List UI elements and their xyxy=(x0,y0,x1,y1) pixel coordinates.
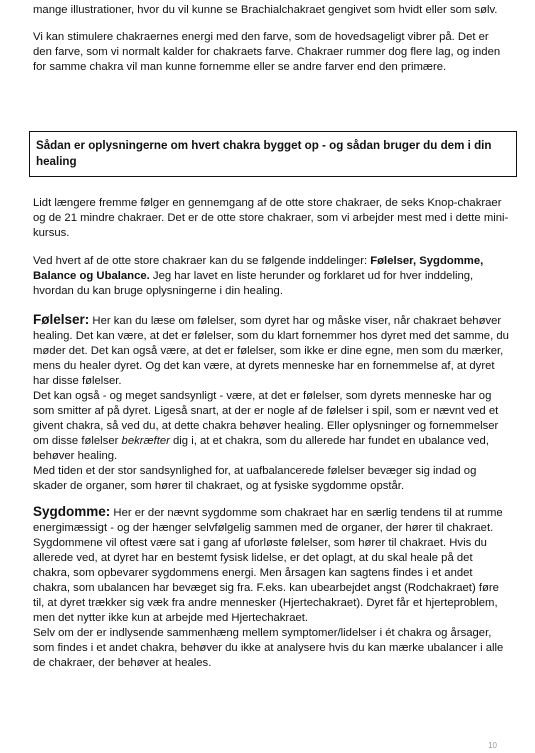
overview-paragraph-2 xyxy=(33,254,511,299)
feelings-paragraph-1 xyxy=(33,312,511,389)
page-number: 10 xyxy=(488,741,497,750)
diseases-section xyxy=(33,504,511,671)
diseases-paragraph-2: Selv om der er indlysende sammenhæng mellem symptomer/lidelser i ét chakra og årsager, som findes i et andet chakra, behøver du ikke at analysere hvis du kan mærke ubalancer i alle de chakraer, der behøver at heales. xyxy=(33,627,504,669)
feelings-section xyxy=(33,312,511,494)
feelings-text-2b: dig i, at et chakra, som du allerede har fundet en ubalance ved, behøver healing. xyxy=(33,435,489,462)
feelings-italic-word: bekræfter xyxy=(121,435,170,447)
overview-text-end: Jeg har lavet en liste herunder og forklaret ud for hver inddeling, hvordan du kan bruge oplysningerne i din healing. xyxy=(33,270,474,297)
feelings-text-1: Her kan du læse om følelser, som dyret har og måske viser, når chakraet behøver healing. Det kan være, at det er følelser, som du klart fornemmer hos dyret med det samme, du møder det. Det kan også være, at det er følelser, som ikke er dine egne, men som du mærker, mens du healer dyret. Og det kan være, at dyrets menneske har en fornemmelse af, at dyret har disse følelser. xyxy=(33,315,509,387)
diseases-heading: Sygdomme: xyxy=(33,504,111,519)
section-heading-box: Sådan er oplysningerne om hvert chakra bygget op - og sådan bruger du dem i din healing xyxy=(29,131,517,177)
main-content xyxy=(33,196,511,671)
overview-text: Ved hvert af de otte store chakraer kan du se følgende inddelinger: xyxy=(33,255,371,267)
overview-paragraph-1: Lidt længere fremme følger en gennemgang af de otte store chakraer, de seks Knop-chakraer og de 21 mindre chakraer. Det er de otte store chakraer, som vi arbejder mest med i dette mini-kursus. xyxy=(33,197,509,239)
intro-paragraph-1: mange illustrationer, hvor du vil kunne se Brachialchakraet gengivet som hvidt eller som sølv. xyxy=(33,4,498,16)
diseases-paragraph-1 xyxy=(33,504,511,626)
diseases-text-1: Her er der nævnt sygdomme som chakraet har en særlig tendens til at rumme energimæssigt - og der hænger selvfølgelig sammen med de organer, der hører til chakraet. Sygdommene vil oftest være sat i gang af uforløste følelser, som hører til chakraet. Hvis du allerede ved, at dyret har en bestemt fysisk lidelse, er det oplagt, at du skal heale på det chakra, som opbevarer sygdommens energi. Men årsagen kan sagtens findes i et andet chakra, som ubalancen har bevæget sig fra. F.eks. kan ubearbejdet angst (Rodchakraet) føre til, at dyret trækker sig væk fra andre mennesker (Hjertechakraet). Dyret får et hjerteproblem, men det nytter ikke kun at arbejde med Hjertechakraet. xyxy=(33,507,503,624)
feelings-paragraph-3: Med tiden et der stor sandsynlighed for, at uafbalancerede følelser bevæger sig indad og skader de organer, som hører til chakraet, og at fysiske sygdomme opstår. xyxy=(33,465,477,492)
overview-bold-list: Følelser, Sygdomme, Balance og Ubalance. xyxy=(33,255,484,282)
feelings-paragraph-2 xyxy=(33,389,511,464)
intro-section xyxy=(33,3,508,87)
feelings-heading: Følelser: xyxy=(33,312,90,327)
intro-paragraph-2: Vi kan stimulere chakraernes energi med den farve, som de hovedsageligt vibrer på. Det er den farve, som vi normalt kalder for chakraets farve. Chakraer rummer dog flere lag, og inden for samme chakra vil man kunne fornemme eller se andre farver end den primære. xyxy=(33,31,501,73)
feelings-text-2a: Det kan også - og meget sandsynligt - være, at det er følelser, som dyrets menneske har og som smitter af på dyret. Ligeså snart, at der er nogle af de følelser i spil, som er nævnt ved et givent chakra, så ved du, at dette chakra behøver healing. Eller oplysninger og fornemmelser om disse følelser xyxy=(33,390,499,447)
